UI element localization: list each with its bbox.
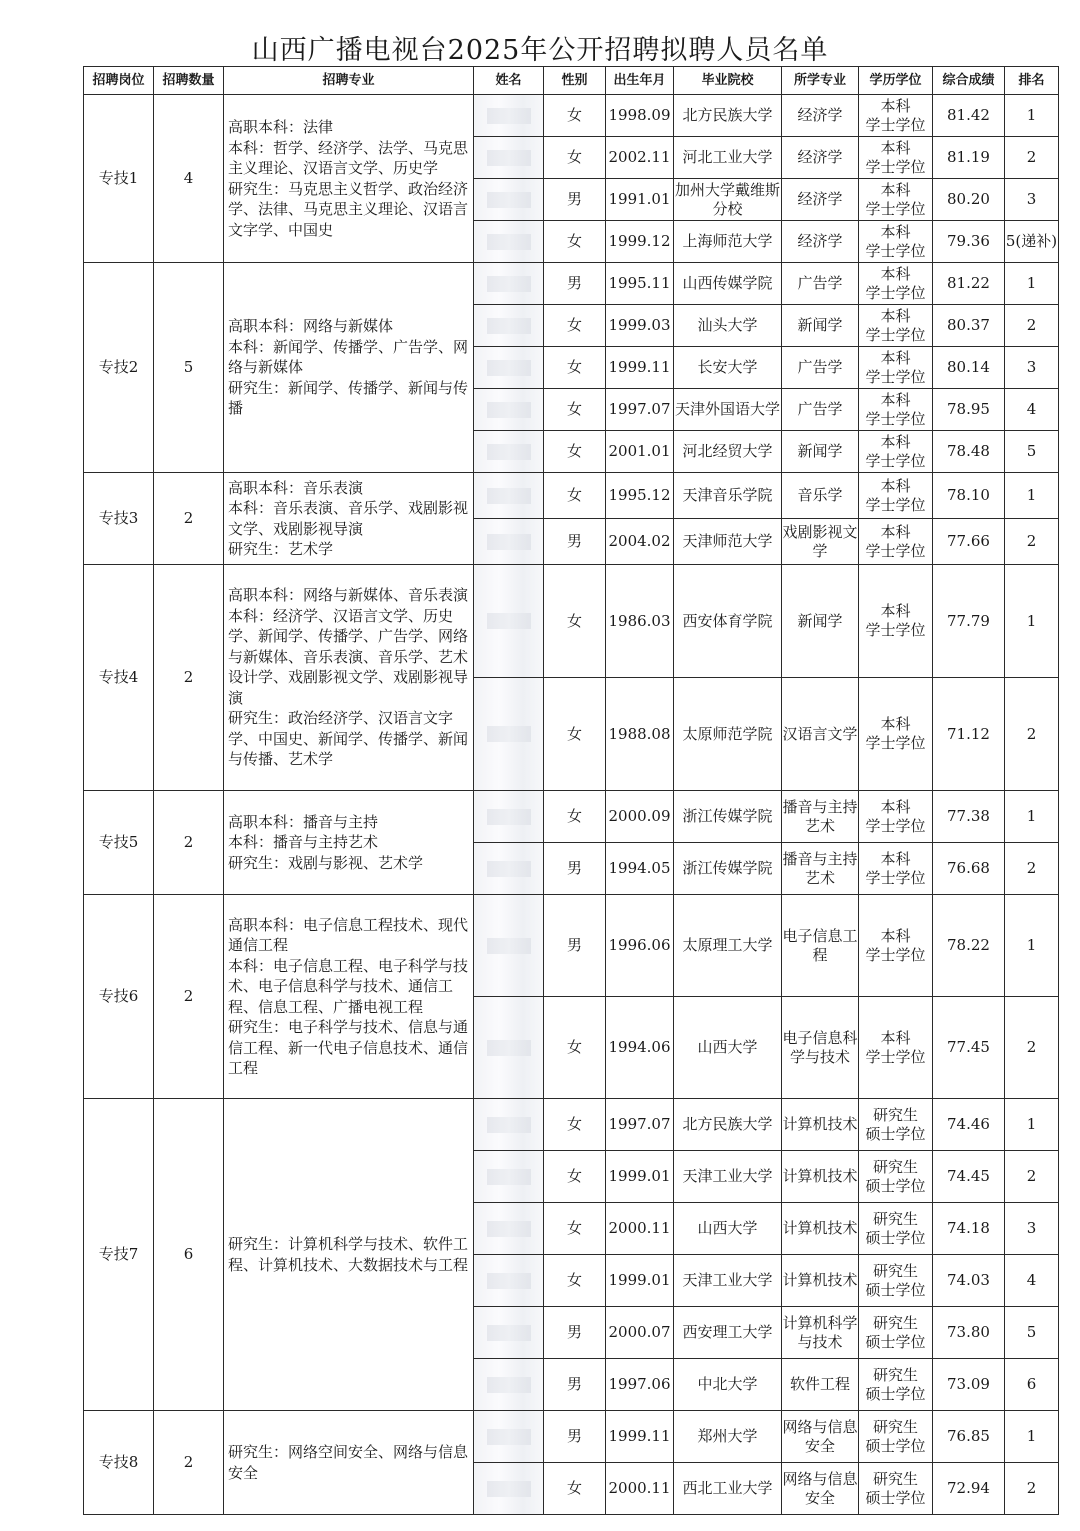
col-header: 排名 — [1005, 67, 1059, 95]
rank-cell: 1 — [1005, 895, 1059, 997]
name-cell — [474, 997, 544, 1099]
score-cell: 77.79 — [933, 565, 1005, 678]
school-cell: 西安理工大学 — [674, 1307, 782, 1359]
post-cell: 专技6 — [84, 895, 154, 1099]
name-cell — [474, 1255, 544, 1307]
major-cell: 音乐学 — [782, 473, 859, 519]
rank-cell: 2 — [1005, 1463, 1059, 1515]
birth-cell: 2004.02 — [606, 519, 674, 565]
major-cell: 计算机技术 — [782, 1151, 859, 1203]
degree-cell: 本科 学士学位 — [859, 305, 933, 347]
school-cell: 上海师范大学 — [674, 221, 782, 263]
birth-cell: 1994.05 — [606, 843, 674, 895]
score-cell: 71.12 — [933, 678, 1005, 791]
rank-cell: 1 — [1005, 263, 1059, 305]
major-cell: 网络与信息安全 — [782, 1463, 859, 1515]
degree-cell: 本科 学士学位 — [859, 179, 933, 221]
gender-cell: 男 — [544, 519, 606, 565]
degree-cell: 研究生 硕士学位 — [859, 1307, 933, 1359]
gender-cell: 男 — [544, 179, 606, 221]
rank-cell: 2 — [1005, 1151, 1059, 1203]
post-cell: 专技7 — [84, 1099, 154, 1411]
blurred-name — [487, 192, 531, 208]
birth-cell: 1995.12 — [606, 473, 674, 519]
degree-cell: 本科 学士学位 — [859, 473, 933, 519]
rank-cell: 1 — [1005, 95, 1059, 137]
score-cell: 73.80 — [933, 1307, 1005, 1359]
score-cell: 81.22 — [933, 263, 1005, 305]
score-cell: 77.66 — [933, 519, 1005, 565]
school-cell: 天津师范大学 — [674, 519, 782, 565]
gender-cell: 女 — [544, 791, 606, 843]
score-cell: 77.45 — [933, 997, 1005, 1099]
name-cell — [474, 1203, 544, 1255]
major-cell: 新闻学 — [782, 305, 859, 347]
name-cell — [474, 347, 544, 389]
birth-cell: 1999.01 — [606, 1255, 674, 1307]
major-cell: 经济学 — [782, 179, 859, 221]
blurred-name — [487, 938, 531, 954]
gender-cell: 女 — [544, 305, 606, 347]
major-cell: 经济学 — [782, 221, 859, 263]
table-row — [84, 263, 1059, 305]
majors-cell: 高职本科：电子信息工程技术、现代通信工程 本科：电子信息工程、电子科学与技术、电子信息科学与技术、通信工程、信息工程、广播电视工程 研究生：电子科学与技术、信息与通信工程、新一代电子信息技术、通信工程 — [224, 895, 474, 1099]
majors-cell: 高职本科：网络与新媒体、音乐表演 本科：经济学、汉语言文学、历史学、新闻学、传播学、广告学、网络与新媒体、音乐表演、音乐学、艺术设计学、戏剧影视文学、戏剧影视导演 研究生：政治经济学、汉语言文字学、中国史、新闻学、传播学、新闻与传播、艺术学 — [224, 565, 474, 791]
table-row — [84, 791, 1059, 843]
birth-cell: 1995.11 — [606, 263, 674, 305]
degree-cell: 本科 学士学位 — [859, 519, 933, 565]
birth-cell: 2000.09 — [606, 791, 674, 843]
major-cell: 计算机技术 — [782, 1203, 859, 1255]
birth-cell: 1999.01 — [606, 1151, 674, 1203]
majors-cell: 研究生：网络空间安全、网络与信息安全 — [224, 1411, 474, 1515]
degree-cell: 研究生 硕士学位 — [859, 1099, 933, 1151]
gender-cell: 男 — [544, 895, 606, 997]
degree-cell: 本科 学士学位 — [859, 347, 933, 389]
school-cell: 浙江传媒学院 — [674, 791, 782, 843]
birth-cell: 1998.09 — [606, 95, 674, 137]
major-cell: 电子信息科学与技术 — [782, 997, 859, 1099]
name-cell — [474, 843, 544, 895]
gender-cell: 男 — [544, 1359, 606, 1411]
birth-cell: 1991.01 — [606, 179, 674, 221]
name-cell — [474, 1307, 544, 1359]
birth-cell: 1996.06 — [606, 895, 674, 997]
gender-cell: 女 — [544, 1151, 606, 1203]
rank-cell: 3 — [1005, 179, 1059, 221]
hire-list-table — [83, 66, 1059, 1515]
school-cell: 汕头大学 — [674, 305, 782, 347]
rank-cell: 1 — [1005, 473, 1059, 519]
count-cell: 2 — [154, 1411, 224, 1515]
school-cell: 西安体育学院 — [674, 565, 782, 678]
rank-cell: 5(递补) — [1005, 221, 1059, 263]
table-row — [84, 1411, 1059, 1463]
major-cell: 汉语言文学 — [782, 678, 859, 791]
score-cell: 74.45 — [933, 1151, 1005, 1203]
table-row — [84, 895, 1059, 997]
birth-cell: 2000.11 — [606, 1463, 674, 1515]
name-cell — [474, 1359, 544, 1411]
score-cell: 76.85 — [933, 1411, 1005, 1463]
gender-cell: 女 — [544, 1099, 606, 1151]
birth-cell: 1999.03 — [606, 305, 674, 347]
name-cell — [474, 1411, 544, 1463]
blurred-name — [487, 861, 531, 877]
birth-cell: 1997.07 — [606, 1099, 674, 1151]
rank-cell: 1 — [1005, 1099, 1059, 1151]
name-cell — [474, 1151, 544, 1203]
score-cell: 76.68 — [933, 843, 1005, 895]
count-cell: 2 — [154, 565, 224, 791]
table-row — [84, 95, 1059, 137]
school-cell: 郑州大学 — [674, 1411, 782, 1463]
post-cell: 专技5 — [84, 791, 154, 895]
major-cell: 广告学 — [782, 263, 859, 305]
degree-cell: 本科 学士学位 — [859, 263, 933, 305]
school-cell: 加州大学戴维斯分校 — [674, 179, 782, 221]
page-title: 山西广播电视台2025年公开招聘拟聘人员名单 — [251, 35, 829, 66]
rank-cell: 5 — [1005, 1307, 1059, 1359]
gender-cell: 男 — [544, 1411, 606, 1463]
rank-cell: 1 — [1005, 565, 1059, 678]
blurred-name — [487, 318, 531, 334]
degree-cell: 研究生 硕士学位 — [859, 1359, 933, 1411]
rank-cell: 4 — [1005, 1255, 1059, 1307]
rank-cell: 5 — [1005, 431, 1059, 473]
col-header: 毕业院校 — [674, 67, 782, 95]
count-cell: 2 — [154, 791, 224, 895]
rank-cell: 2 — [1005, 305, 1059, 347]
school-cell: 太原师范学院 — [674, 678, 782, 791]
birth-cell: 2000.11 — [606, 1203, 674, 1255]
major-cell: 经济学 — [782, 95, 859, 137]
name-cell — [474, 473, 544, 519]
post-cell: 专技8 — [84, 1411, 154, 1515]
score-cell: 73.09 — [933, 1359, 1005, 1411]
degree-cell: 本科 学士学位 — [859, 95, 933, 137]
score-cell: 80.20 — [933, 179, 1005, 221]
degree-cell: 本科 学士学位 — [859, 221, 933, 263]
score-cell: 77.38 — [933, 791, 1005, 843]
name-cell — [474, 678, 544, 791]
post-cell: 专技1 — [84, 95, 154, 263]
score-cell: 80.14 — [933, 347, 1005, 389]
gender-cell: 女 — [544, 95, 606, 137]
gender-cell: 女 — [544, 431, 606, 473]
blurred-name — [487, 108, 531, 124]
gender-cell: 女 — [544, 678, 606, 791]
major-cell: 播音与主持艺术 — [782, 791, 859, 843]
blurred-name — [487, 1169, 531, 1185]
name-cell — [474, 519, 544, 565]
blurred-name — [487, 809, 531, 825]
name-cell — [474, 137, 544, 179]
score-cell: 74.18 — [933, 1203, 1005, 1255]
degree-cell: 本科 学士学位 — [859, 895, 933, 997]
degree-cell: 本科 学士学位 — [859, 389, 933, 431]
blurred-name — [487, 726, 531, 742]
blurred-name — [487, 1481, 531, 1497]
rank-cell: 1 — [1005, 791, 1059, 843]
school-cell: 长安大学 — [674, 347, 782, 389]
blurred-name — [487, 1273, 531, 1289]
col-header: 所学专业 — [782, 67, 859, 95]
col-header: 招聘专业 — [224, 67, 474, 95]
gender-cell: 女 — [544, 473, 606, 519]
degree-cell: 研究生 硕士学位 — [859, 1463, 933, 1515]
rank-cell: 6 — [1005, 1359, 1059, 1411]
post-cell: 专技3 — [84, 473, 154, 565]
degree-cell: 研究生 硕士学位 — [859, 1151, 933, 1203]
score-cell: 79.36 — [933, 221, 1005, 263]
blurred-name — [487, 150, 531, 166]
major-cell: 新闻学 — [782, 565, 859, 678]
school-cell: 天津工业大学 — [674, 1151, 782, 1203]
birth-cell: 1997.06 — [606, 1359, 674, 1411]
blurred-name — [487, 360, 531, 376]
birth-cell: 1994.06 — [606, 997, 674, 1099]
school-cell: 浙江传媒学院 — [674, 843, 782, 895]
majors-cell: 高职本科：网络与新媒体 本科：新闻学、传播学、广告学、网络与新媒体 研究生：新闻学、传播学、新闻与传播 — [224, 263, 474, 473]
post-cell: 专技2 — [84, 263, 154, 473]
school-cell: 北方民族大学 — [674, 1099, 782, 1151]
name-cell — [474, 263, 544, 305]
blurred-name — [487, 1325, 531, 1341]
gender-cell: 女 — [544, 565, 606, 678]
gender-cell: 女 — [544, 137, 606, 179]
col-header: 招聘数量 — [154, 67, 224, 95]
major-cell: 戏剧影视文学 — [782, 519, 859, 565]
score-cell: 81.42 — [933, 95, 1005, 137]
name-cell — [474, 431, 544, 473]
school-cell: 太原理工大学 — [674, 895, 782, 997]
blurred-name — [487, 402, 531, 418]
degree-cell: 本科 学士学位 — [859, 137, 933, 179]
gender-cell: 女 — [544, 997, 606, 1099]
header-row — [84, 67, 1059, 95]
name-cell — [474, 95, 544, 137]
rank-cell: 3 — [1005, 347, 1059, 389]
school-cell: 天津工业大学 — [674, 1255, 782, 1307]
name-cell — [474, 791, 544, 843]
degree-cell: 研究生 硕士学位 — [859, 1203, 933, 1255]
col-header: 招聘岗位 — [84, 67, 154, 95]
birth-cell: 2000.07 — [606, 1307, 674, 1359]
birth-cell: 1999.11 — [606, 1411, 674, 1463]
major-cell: 新闻学 — [782, 431, 859, 473]
degree-cell: 本科 学士学位 — [859, 997, 933, 1099]
gender-cell: 女 — [544, 347, 606, 389]
gender-cell: 女 — [544, 1255, 606, 1307]
gender-cell: 男 — [544, 1307, 606, 1359]
rank-cell: 3 — [1005, 1203, 1059, 1255]
major-cell: 广告学 — [782, 389, 859, 431]
score-cell: 74.03 — [933, 1255, 1005, 1307]
degree-cell: 研究生 硕士学位 — [859, 1411, 933, 1463]
score-cell: 81.19 — [933, 137, 1005, 179]
rank-cell: 2 — [1005, 519, 1059, 565]
birth-cell: 1999.11 — [606, 347, 674, 389]
major-cell: 软件工程 — [782, 1359, 859, 1411]
name-cell — [474, 1463, 544, 1515]
name-cell — [474, 895, 544, 997]
count-cell: 6 — [154, 1099, 224, 1411]
school-cell: 天津外国语大学 — [674, 389, 782, 431]
school-cell: 山西大学 — [674, 1203, 782, 1255]
rank-cell: 2 — [1005, 137, 1059, 179]
degree-cell: 本科 学士学位 — [859, 565, 933, 678]
gender-cell: 女 — [544, 221, 606, 263]
col-header: 综合成绩 — [933, 67, 1005, 95]
birth-cell: 1986.03 — [606, 565, 674, 678]
blurred-name — [487, 613, 531, 629]
name-cell — [474, 1099, 544, 1151]
blurred-name — [487, 234, 531, 250]
major-cell: 网络与信息安全 — [782, 1411, 859, 1463]
degree-cell: 本科 学士学位 — [859, 791, 933, 843]
birth-cell: 1997.07 — [606, 389, 674, 431]
name-cell — [474, 179, 544, 221]
school-cell: 河北工业大学 — [674, 137, 782, 179]
score-cell: 74.46 — [933, 1099, 1005, 1151]
col-header: 出生年月 — [606, 67, 674, 95]
col-header: 姓名 — [474, 67, 544, 95]
major-cell: 计算机技术 — [782, 1099, 859, 1151]
birth-cell: 1988.08 — [606, 678, 674, 791]
blurred-name — [487, 1117, 531, 1133]
major-cell: 广告学 — [782, 347, 859, 389]
rank-cell: 1 — [1005, 1411, 1059, 1463]
score-cell: 78.10 — [933, 473, 1005, 519]
majors-cell: 高职本科：音乐表演 本科：音乐表演、音乐学、戏剧影视文学、戏剧影视导演 研究生：艺术学 — [224, 473, 474, 565]
majors-cell: 高职本科：播音与主持 本科：播音与主持艺术 研究生：戏剧与影视、艺术学 — [224, 791, 474, 895]
birth-cell: 2001.01 — [606, 431, 674, 473]
birth-cell: 2002.11 — [606, 137, 674, 179]
blurred-name — [487, 444, 531, 460]
gender-cell: 女 — [544, 389, 606, 431]
birth-cell: 1999.12 — [606, 221, 674, 263]
blurred-name — [487, 1429, 531, 1445]
majors-cell: 高职本科：法律 本科：哲学、经济学、法学、马克思主义理论、汉语言文学、历史学 研究生：马克思主义哲学、政治经济学、法律、马克思主义理论、汉语言文字学、中国史 — [224, 95, 474, 263]
rank-cell: 2 — [1005, 843, 1059, 895]
rank-cell: 4 — [1005, 389, 1059, 431]
blurred-name — [487, 534, 531, 550]
post-cell: 专技4 — [84, 565, 154, 791]
blurred-name — [487, 488, 531, 504]
score-cell: 72.94 — [933, 1463, 1005, 1515]
blurred-name — [487, 276, 531, 292]
rank-cell: 2 — [1005, 997, 1059, 1099]
col-header: 性别 — [544, 67, 606, 95]
majors-cell: 研究生：计算机科学与技术、软件工程、计算机技术、大数据技术与工程 — [224, 1099, 474, 1411]
count-cell: 5 — [154, 263, 224, 473]
name-cell — [474, 221, 544, 263]
blurred-name — [487, 1040, 531, 1056]
degree-cell: 本科 学士学位 — [859, 431, 933, 473]
gender-cell: 女 — [544, 1203, 606, 1255]
school-cell: 天津音乐学院 — [674, 473, 782, 519]
major-cell: 计算机技术 — [782, 1255, 859, 1307]
major-cell: 电子信息工程 — [782, 895, 859, 997]
table-row — [84, 565, 1059, 678]
table-row — [84, 473, 1059, 519]
gender-cell: 女 — [544, 1463, 606, 1515]
blurred-name — [487, 1377, 531, 1393]
major-cell: 计算机科学与技术 — [782, 1307, 859, 1359]
name-cell — [474, 565, 544, 678]
rank-cell: 2 — [1005, 678, 1059, 791]
school-cell: 中北大学 — [674, 1359, 782, 1411]
school-cell: 西北工业大学 — [674, 1463, 782, 1515]
degree-cell: 本科 学士学位 — [859, 678, 933, 791]
count-cell: 2 — [154, 895, 224, 1099]
major-cell: 播音与主持艺术 — [782, 843, 859, 895]
school-cell: 山西传媒学院 — [674, 263, 782, 305]
major-cell: 经济学 — [782, 137, 859, 179]
score-cell: 78.22 — [933, 895, 1005, 997]
table-row — [84, 1099, 1059, 1151]
school-cell: 北方民族大学 — [674, 95, 782, 137]
degree-cell: 研究生 硕士学位 — [859, 1255, 933, 1307]
score-cell: 78.48 — [933, 431, 1005, 473]
count-cell: 4 — [154, 95, 224, 263]
gender-cell: 男 — [544, 263, 606, 305]
count-cell: 2 — [154, 473, 224, 565]
score-cell: 80.37 — [933, 305, 1005, 347]
school-cell: 山西大学 — [674, 997, 782, 1099]
degree-cell: 本科 学士学位 — [859, 843, 933, 895]
col-header: 学历学位 — [859, 67, 933, 95]
table-body — [84, 95, 1059, 1515]
blurred-name — [487, 1221, 531, 1237]
name-cell — [474, 389, 544, 431]
gender-cell: 男 — [544, 843, 606, 895]
school-cell: 河北经贸大学 — [674, 431, 782, 473]
score-cell: 78.95 — [933, 389, 1005, 431]
name-cell — [474, 305, 544, 347]
